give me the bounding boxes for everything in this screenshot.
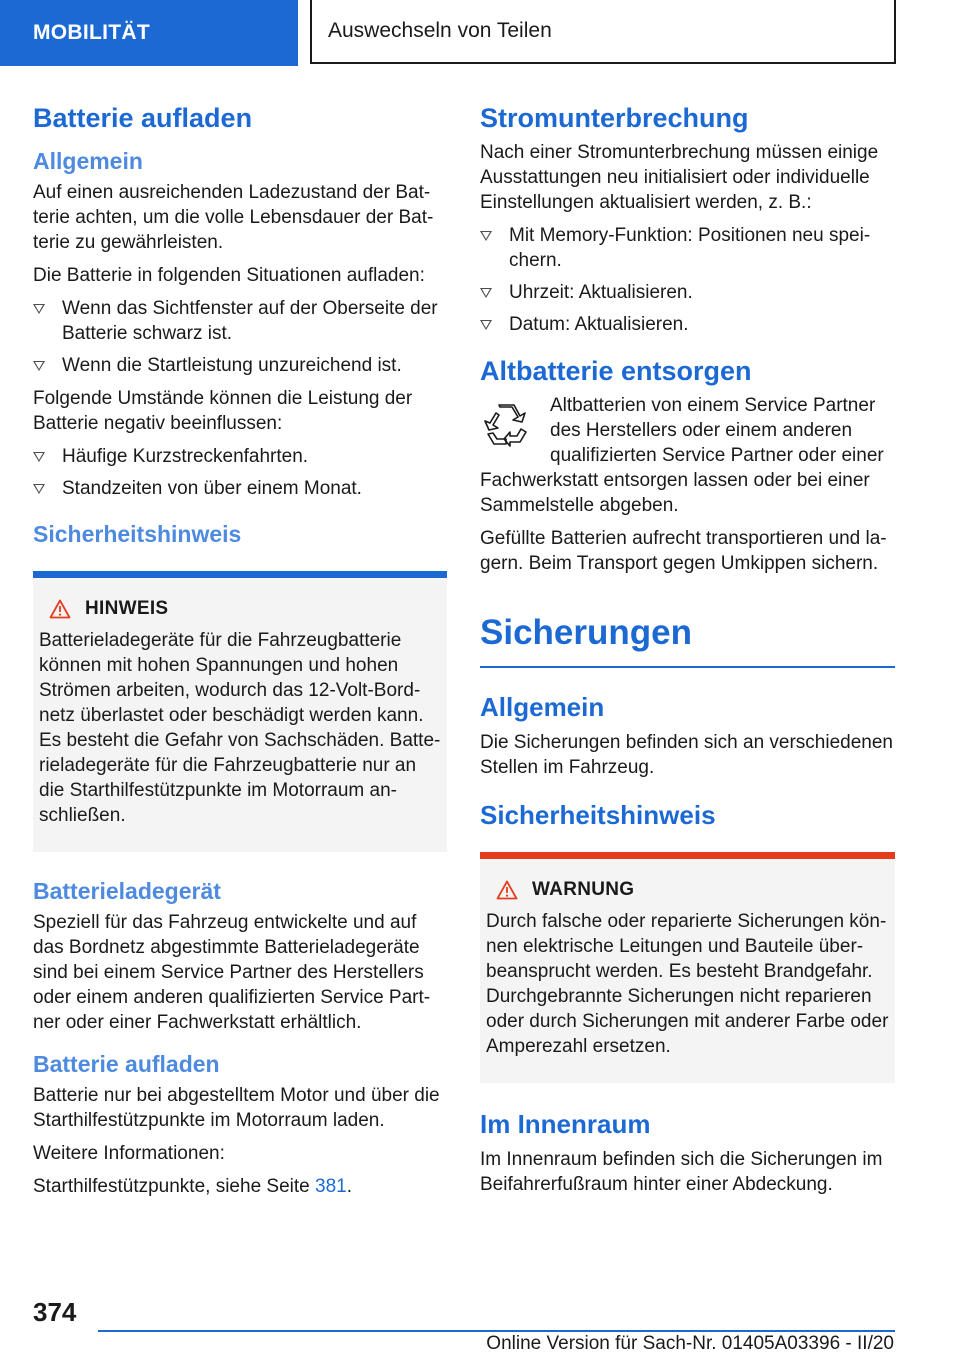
heading-batterie-aufladen: Batterie aufladen xyxy=(33,103,253,133)
interior-text: Im Innenraum befinden sich die Sicherungen im Beifahrerfußraum hinter einer Abdeckung. xyxy=(480,1149,883,1195)
factor-list xyxy=(33,444,447,501)
bullet-triangle-icon xyxy=(480,288,492,298)
warning-text: Durch falsche oder reparierte Sicherungen können elektrische Leitungen und Bauteile überbeansprucht werden. Es besteht Brandgefahr. Durchgebrannte Sicherungen nicht reparieren oder durch Sicherungen mit anderer Farbe oder Amperezahl ersetzen. xyxy=(486,911,889,1057)
more-info: Weitere Informationen: xyxy=(33,1143,225,1164)
charge-list xyxy=(33,296,447,378)
notice-text: Batterieladegeräte für die Fahrzeugbatterie können mit hohen Spannungen und hohen Strömen arbeiten, wodurch das 12-Volt-Bordnetz überlastet oder beschädigt werden kann. Es besteht die Gefahr von Sachschäden. Batterieladegeräte für die Fahrzeugbatterie nur an die Starthilfestützpunkte im Motorraum anschließen. xyxy=(39,630,441,826)
disposal-text-2: Gefüllte Batterien aufrecht transportieren und lagern. Beim Transport gegen Umkippen sichern. xyxy=(480,528,887,574)
heading-sicherungen: Sicherungen xyxy=(480,610,895,668)
disposal-block xyxy=(480,393,895,468)
heading-stromunterbrechung: Stromunterbrechung xyxy=(480,103,749,133)
list-item: Datum: Aktualisieren. xyxy=(480,312,895,337)
list-item: Häufige Kurzstreckenfahrten. xyxy=(33,444,447,469)
bullet-triangle-icon xyxy=(480,231,492,241)
page-number: 374 xyxy=(33,1297,77,1327)
list-item: Wenn die Startleistung unzureichend ist. xyxy=(33,353,447,378)
bullet-triangle-icon xyxy=(33,304,45,314)
recycle-icon xyxy=(482,401,530,449)
notice-box xyxy=(33,571,447,852)
warning-box xyxy=(480,852,895,1083)
charger-text: Speziell für das Fahrzeug entwickelte und auf das Bordnetz abgestimmte Batterieladegeräte sind bei einem Service Partner des Herstellers oder einem anderen qualifizierten Service Partner oder einer Fachwerkstatt erhältlich. xyxy=(33,912,431,1033)
footer-divider xyxy=(98,1330,895,1332)
page-header xyxy=(0,0,960,66)
online-version-text: Online Version für Sach-Nr. 01405A03396 - II/20 xyxy=(486,1333,894,1354)
disposal-text-a: Altbatterien von einem Service Partner des Herstellers oder einem anderen qualifizierten Service Partner oder einer xyxy=(550,395,884,466)
disposal-text-b: Fachwerkstatt entsorgen lassen oder bei einer Sammelstelle abgeben. xyxy=(480,470,870,516)
heading-fuses-allgemein: Allgemein xyxy=(480,692,605,722)
heading-altbatterie-entsorgen: Altbatterie entsorgen xyxy=(480,356,752,386)
left-column xyxy=(33,100,447,1207)
list-item: Mit Memory-Funktion: Positionen neu speichern. xyxy=(480,223,895,273)
page-link[interactable]: 381 xyxy=(315,1176,347,1197)
heading-fuses-sicherheitshinweis: Sicherheitshinweis xyxy=(480,800,716,830)
charge-intro: Die Batterie in folgenden Situationen aufladen: xyxy=(33,265,425,286)
notice-label: HINWEIS xyxy=(85,598,169,619)
list-item: Standzeiten von über einem Monat. xyxy=(33,476,447,501)
power-text: Nach einer Stromunterbrechung müssen einige Ausstattungen neu initialisiert oder individuelle Einstellungen aktualisiert werden, z. B.: xyxy=(480,142,879,213)
charge2-text: Batterie nur bei abgestelltem Motor und über die Starthilfestützpunkte im Motorraum laden. xyxy=(33,1085,440,1131)
fuses-general-text: Die Sicherungen befinden sich an verschiedenen Stellen im Fahrzeug. xyxy=(480,732,893,778)
list-item: Uhrzeit: Aktualisieren. xyxy=(480,280,895,305)
factors-intro: Folgende Umstände können die Leistung der Batterie negativ beeinflussen: xyxy=(33,388,413,434)
heading-sicherheitshinweis: Sicherheitshinweis xyxy=(33,521,242,547)
general-text: Auf einen ausreichenden Ladezustand der Batterie achten, um die volle Lebensdauer der Batterie zu gewährleisten. xyxy=(33,182,434,253)
warning-triangle-icon xyxy=(49,599,71,619)
bullet-triangle-icon xyxy=(33,361,45,371)
list-item: Wenn das Sichtfenster auf der Oberseite der Batterie schwarz ist. xyxy=(33,296,447,346)
warning-triangle-icon xyxy=(496,880,518,900)
chapter-title: Auswechseln von Teilen xyxy=(310,0,896,64)
warning-label: WARNUNG xyxy=(532,879,635,900)
heading-batterie-aufladen-2: Batterie aufladen xyxy=(33,1051,220,1077)
heading-batterieladegeraet: Batterieladegerät xyxy=(33,878,221,904)
heading-allgemein: Allgemein xyxy=(33,148,143,174)
right-column xyxy=(480,100,895,1205)
reference-line: Starthilfestützpunkte, siehe Seite 381. xyxy=(33,1176,352,1197)
bullet-triangle-icon xyxy=(33,452,45,462)
power-list xyxy=(480,223,895,337)
bullet-triangle-icon xyxy=(480,320,492,330)
heading-im-innenraum: Im Innenraum xyxy=(480,1109,651,1139)
bullet-triangle-icon xyxy=(33,484,45,494)
section-tab: MOBILITÄT xyxy=(0,0,298,66)
